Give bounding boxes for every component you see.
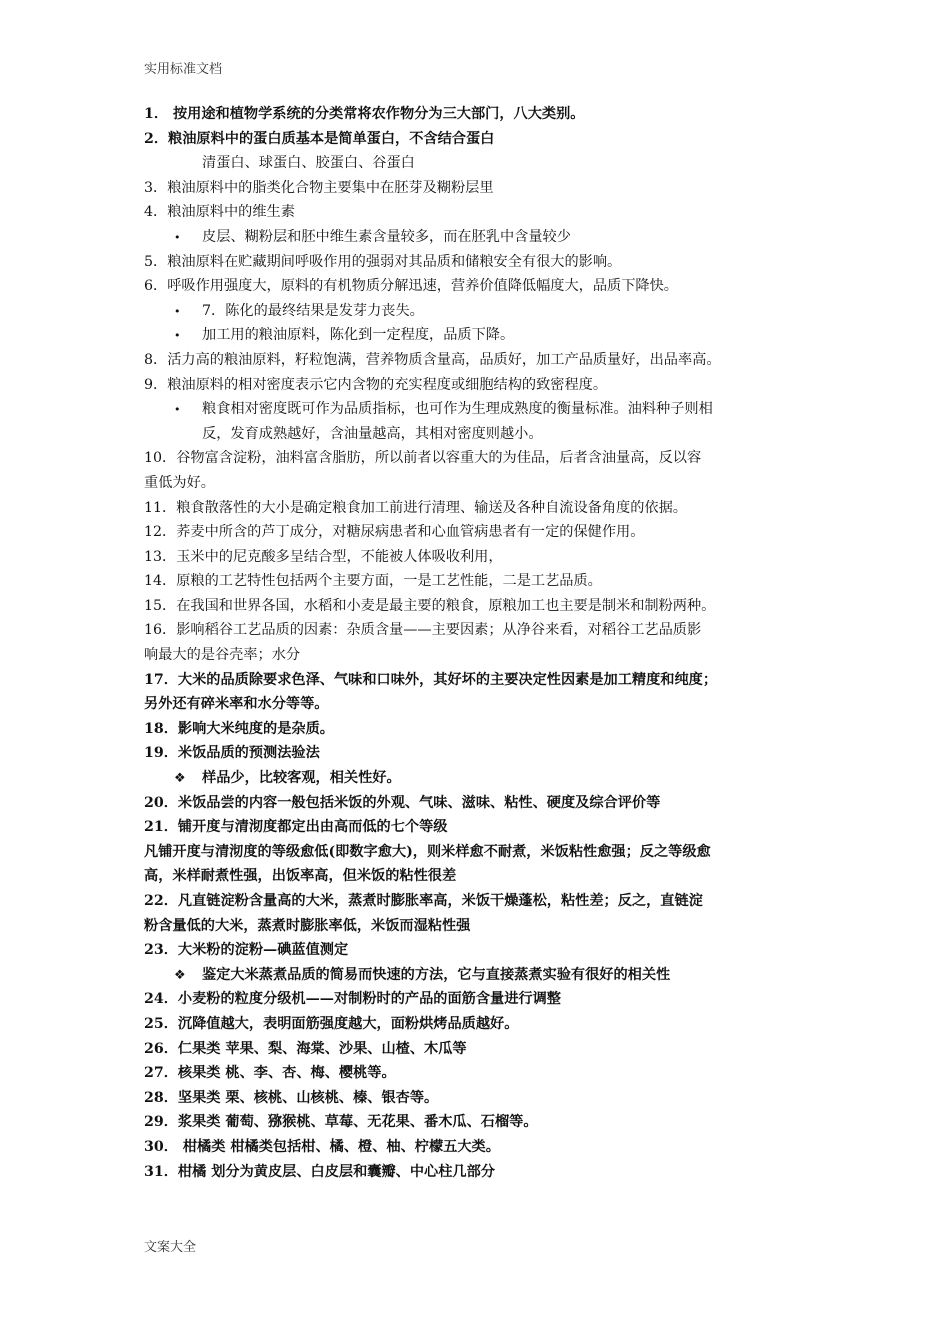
list-item: • 皮层、糊粉层和胚中维生素含量较多，而在胚乳中含量较少 xyxy=(144,225,824,250)
list-item: 重低为好。 xyxy=(144,474,215,491)
list-item: 8．活力高的粮油原料，籽粒饱满，营养物质含量高，品质好，加工产品质量好，出品率高。 xyxy=(144,351,721,368)
list-item: 粉含量低的大米，蒸煮时膨胀率低，米饭而湿粘性强 xyxy=(144,917,471,934)
list-item: 2．粮油原料中的蛋白质基本是简单蛋白，不含结合蛋白 xyxy=(144,130,495,147)
list-item: 4．粮油原料中的维生素 xyxy=(144,204,295,221)
diamond-icon: ❖ xyxy=(174,967,186,983)
list-item: 18．影响大米纯度的是杂质。 xyxy=(144,720,334,737)
bullet-icon: • xyxy=(174,230,181,244)
list-item: 13．玉米中的尼克酸多呈结合型，不能被人体吸收利用， xyxy=(144,548,503,565)
list-item: ❖ 样品少，比较客观，相关性好。 xyxy=(144,766,824,791)
list-item: 凡铺开度与清沏度的等级愈低(即数字愈大)，则米样愈不耐煮，米饭粘性愈强；反之等级愈 xyxy=(144,843,711,860)
list-item: 23．大米粉的淀粉—碘蓝值测定 xyxy=(144,942,349,959)
list-item: 20．米饭品尝的内容一般包括米饭的外观、气味、滋味、粘性、硬度及综合评价等 xyxy=(144,794,661,811)
list-item: 6．呼吸作用强度大，原料的有机物质分解迅速，营养价值降低幅度大，品质下降快。 xyxy=(144,278,678,295)
list-item: 16．影响稻谷工艺品质的因素：杂质含量——主要因素；从净谷来看，对稻谷工艺品质影 xyxy=(144,622,702,639)
list-item: 5．粮油原料在贮藏期间呼吸作用的强弱对其品质和储粮安全有很大的影响。 xyxy=(144,253,622,270)
list-item: 26．仁果类 苹果、梨、海棠、沙果、山楂、木瓜等 xyxy=(144,1040,467,1057)
list-item: • 粮食相对密度既可作为品质指标，也可作为生理成熟度的衡量标准。油料种子则相 xyxy=(144,397,824,422)
bullet-icon: • xyxy=(174,329,181,343)
list-item: 17．大米的品质除要求色泽、气味和口味外，其好坏的主要决定性因素是加工精度和纯度； xyxy=(144,671,718,688)
list-item: 清蛋白、球蛋白、胶蛋白、谷蛋白 xyxy=(202,155,415,172)
document-body xyxy=(144,102,824,1184)
list-item: 3．粮油原料中的脂类化合物主要集中在胚芽及糊粉层里 xyxy=(144,179,494,196)
list-item: ❖ 鉴定大米蒸煮品质的简易而快速的方法，它与直接蒸煮实验有很好的相关性 xyxy=(144,963,824,988)
list-item: • 7．陈化的最终结果是发芽力丧失。 xyxy=(144,299,824,324)
list-item: 响最大的是谷壳率；水分 xyxy=(144,647,301,664)
list-item: 29．浆果类 葡萄、猕猴桃、草莓、无花果、番木瓜、石榴等。 xyxy=(144,1114,538,1131)
bullet-icon: • xyxy=(174,304,181,318)
list-item: 14．原粮的工艺特性包括两个主要方面，一是工艺性能，二是工艺品质。 xyxy=(144,573,602,590)
bullet-icon: • xyxy=(174,403,181,417)
list-item: • 加工用的粮油原料，陈化到一定程度，品质下降。 xyxy=(144,323,824,348)
list-item: 12．荞麦中所含的芦丁成分，对糖尿病患者和心血管病患者有一定的保健作用。 xyxy=(144,524,645,541)
list-item: 27．核果类 桃、李、杏、梅、樱桃等。 xyxy=(144,1065,396,1082)
list-item: 21．铺开度与清沏度都定出由高而低的七个等级 xyxy=(144,819,448,836)
list-item: 24．小麦粉的粒度分级机——对制粉时的产品的面筋含量进行调整 xyxy=(144,991,561,1008)
list-item: 11．粮食散落性的大小是确定粮食加工前进行清理、输送及各种自流设备角度的依据。 xyxy=(144,499,687,516)
list-item: 28．坚果类 栗、核桃、山核桃、榛、银杏等。 xyxy=(144,1089,439,1106)
list-item: 19．米饭品质的预测法验法 xyxy=(144,745,320,762)
list-item: 22．凡直链淀粉含量高的大米，蒸煮时膨胀率高，米饭干燥蓬松，粘性差；反之，直链淀 xyxy=(144,893,703,909)
list-item: 高，米样耐煮性强，出饭率高，但米饭的粘性很差 xyxy=(144,868,457,885)
list-item: 另外还有碎米率和水分等等。 xyxy=(144,696,329,713)
list-item: 31．柑橘 划分为黄皮层、白皮层和囊瓣、中心柱几部分 xyxy=(144,1163,495,1180)
list-item: 1． 按用途和植物学系统的分类常将农作物分为三大部门，八大类别。 xyxy=(144,106,585,122)
list-item: 反，发育成熟越好，含油量越高，其相对密度则越小。 xyxy=(202,425,543,442)
list-item: 30． 柑橘类 柑橘类包括柑、橘、橙、柚、柠檬五大类。 xyxy=(144,1138,500,1155)
list-item: 15．在我国和世界各国，水稻和小麦是最主要的粮食，原粮加工也主要是制米和制粉两种。 xyxy=(144,597,716,614)
list-item: 25．沉降值越大，表明面筋强度越大，面粉烘烤品质越好。 xyxy=(144,1015,519,1032)
page-footer: 文案大全 xyxy=(144,1240,197,1255)
diamond-icon: ❖ xyxy=(174,771,186,787)
list-item: 10．谷物富含淀粉，油料富含脂肪，所以前者以容重大的为佳品，后者含油量高，反以容 xyxy=(144,450,702,467)
page-header: 实用标准文档 xyxy=(144,62,223,77)
list-item: 9．粮油原料的相对密度表示它内含物的充实程度或细胞结构的致密程度。 xyxy=(144,376,608,393)
